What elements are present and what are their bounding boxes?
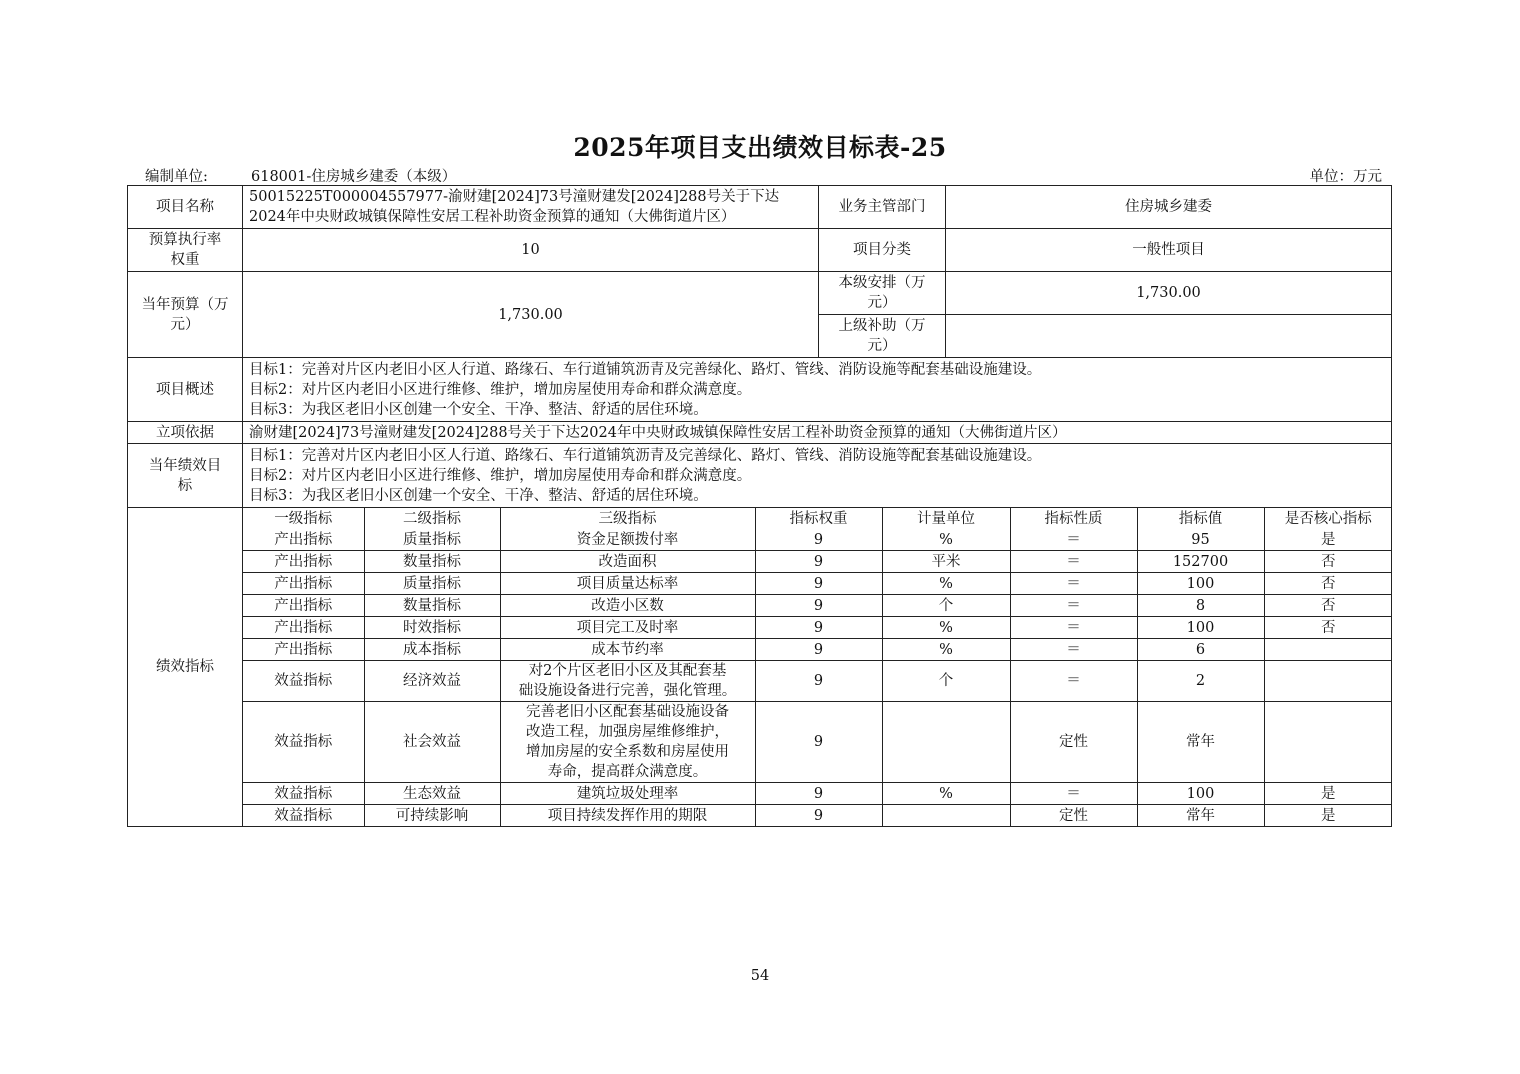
- header-cell: 是否核心指标: [1264, 508, 1392, 529]
- table-row: [243, 805, 1392, 827]
- core-indicator: [1264, 702, 1392, 783]
- indicator-nature: ＝: [1010, 529, 1137, 551]
- overview-label: 项目概述: [128, 358, 243, 422]
- level3-indicator: [500, 617, 755, 639]
- overview-line-1: 目标1：完善对片区内老旧小区人行道、路缘石、车行道铺筑沥青及完善绿化、路灯、管线、消防设施等配套基础设施建设。: [249, 361, 1042, 378]
- indicator-weight: 9: [755, 702, 882, 783]
- goals-line-3: 目标3：为我区老旧小区创建一个安全、干净、整洁、舒适的居住环境。: [249, 487, 708, 504]
- level2-indicator: 质量指标: [364, 573, 500, 595]
- indicator-unit: %: [882, 617, 1010, 639]
- level3-indicator-line: 资金足额拨付率: [576, 531, 679, 548]
- level1-indicator: 效益指标: [243, 805, 364, 827]
- indicators-label: 绩效指标: [128, 508, 243, 827]
- table-row: [243, 595, 1392, 617]
- weight-label: [128, 229, 243, 272]
- level3-indicator-line: 寿命，提高群众满意度。: [547, 764, 708, 780]
- indicator-value: 152700: [1137, 551, 1264, 573]
- header-cell: 三级指标: [500, 508, 755, 529]
- level3-indicator-line: 增加房屋的安全系数和房屋使用: [526, 744, 729, 760]
- indicator-weight: 9: [755, 783, 882, 805]
- level3-indicator-line: 改造工程，加强房屋维修维护，: [526, 724, 729, 740]
- table-row: [243, 702, 1392, 783]
- project-name-line-1: 50015225T000004557977-渝财建[2024]73号潼财建发[2024]288号关于下达: [249, 189, 780, 205]
- goals-line-1: 目标1：完善对片区内老旧小区人行道、路缘石、车行道铺筑沥青及完善绿化、路灯、管线、消防设施等配套基础设施建设。: [249, 447, 1042, 464]
- indicator-unit: %: [882, 529, 1010, 551]
- goals-value: [243, 444, 1392, 508]
- indicator-nature: ＝: [1010, 617, 1137, 639]
- level1-indicator: 产出指标: [243, 639, 364, 661]
- overview-line-2: 目标2：对片区内老旧小区进行维修、维护，增加房屋使用寿命和群众满意度。: [249, 381, 752, 398]
- core-indicator: 否: [1264, 617, 1392, 639]
- level2-indicator: 数量指标: [364, 595, 500, 617]
- indicator-nature: ＝: [1010, 595, 1137, 617]
- basis-label: 立项依据: [128, 422, 243, 444]
- header-cell: 指标值: [1137, 508, 1264, 529]
- weight-value: 10: [243, 229, 819, 272]
- level3-indicator-line: 项目持续发挥作用的期限: [547, 807, 708, 824]
- local-label-line-1: 本级安排（万: [838, 275, 926, 291]
- table-row: [243, 573, 1392, 595]
- indicator-unit: 个: [882, 661, 1010, 702]
- level3-indicator: [500, 805, 755, 827]
- level2-indicator: 可持续影响: [364, 805, 500, 827]
- weight-label-line-1: 预算执行率: [148, 232, 222, 248]
- level1-indicator: 效益指标: [243, 783, 364, 805]
- category-label: 项目分类: [819, 229, 946, 272]
- indicator-weight: 9: [755, 573, 882, 595]
- indicator-value: 100: [1137, 573, 1264, 595]
- level2-indicator: 质量指标: [364, 529, 500, 551]
- core-indicator: 否: [1264, 573, 1392, 595]
- indicator-nature: ＝: [1010, 783, 1137, 805]
- performance-table: [127, 185, 1392, 827]
- level3-indicator-line: 改造小区数: [591, 597, 664, 614]
- core-indicator: 否: [1264, 595, 1392, 617]
- table-row: [243, 783, 1392, 805]
- indicator-value: 2: [1137, 661, 1264, 702]
- indicator-unit: 个: [882, 595, 1010, 617]
- indicator-value: 100: [1137, 617, 1264, 639]
- table-row: [243, 639, 1392, 661]
- indicator-nature: ＝: [1010, 639, 1137, 661]
- indicator-nature: 定性: [1010, 702, 1137, 783]
- indicator-weight: 9: [755, 805, 882, 827]
- indicator-unit: [882, 702, 1010, 783]
- indicator-value: 常年: [1137, 805, 1264, 827]
- indicator-nature: ＝: [1010, 661, 1137, 702]
- overview-value: [243, 358, 1392, 422]
- local-label-line-2: 元）: [867, 295, 897, 311]
- indicator-unit: %: [882, 573, 1010, 595]
- level3-indicator: [500, 783, 755, 805]
- upper-label-line-2: 元）: [867, 338, 897, 354]
- table-row: [243, 617, 1392, 639]
- local-label: [819, 272, 946, 315]
- level3-indicator-line: 项目质量达标率: [576, 575, 679, 592]
- project-name-label: 项目名称: [128, 186, 243, 229]
- indicator-value: 常年: [1137, 702, 1264, 783]
- level1-indicator: 产出指标: [243, 595, 364, 617]
- indicator-nature: ＝: [1010, 573, 1137, 595]
- core-indicator: [1264, 639, 1392, 661]
- core-indicator: 是: [1264, 783, 1392, 805]
- unit-label: 单位：万元: [1309, 169, 1382, 185]
- basis-value: 渝财建[2024]73号潼财建发[2024]288号关于下达2024年中央财政城镇保障性安居工程补助资金预算的通知（大佛街道片区）: [243, 422, 1392, 444]
- goals-label-line-2: 标: [177, 477, 193, 494]
- level3-indicator-line: 础设施设备进行完善，强化管理。: [518, 683, 737, 699]
- core-indicator: 是: [1264, 805, 1392, 827]
- indicators-header-row: [243, 508, 1392, 529]
- level1-indicator: 产出指标: [243, 573, 364, 595]
- goals-line-2: 目标2：对片区内老旧小区进行维修、维护，增加房屋使用寿命和群众满意度。: [249, 467, 752, 484]
- level1-indicator: 产出指标: [243, 551, 364, 573]
- page-title: 2025年项目支出绩效目标表-25: [573, 133, 947, 162]
- level1-indicator: 产出指标: [243, 617, 364, 639]
- level2-indicator: 数量指标: [364, 551, 500, 573]
- indicator-weight: 9: [755, 551, 882, 573]
- table-row: [243, 661, 1392, 702]
- indicator-nature: 定性: [1010, 805, 1137, 827]
- weight-label-line-2: 权重: [170, 252, 200, 268]
- org-value: 618001-住房城乡建委（本级）: [251, 169, 457, 185]
- budget-label-line-2: 元）: [170, 316, 200, 333]
- budget-label-line-1: 当年预算（万: [141, 296, 229, 313]
- level2-indicator: 成本指标: [364, 639, 500, 661]
- core-indicator: 是: [1264, 529, 1392, 551]
- overview-line-3: 目标3：为我区老旧小区创建一个安全、干净、整洁、舒适的居住环境。: [249, 401, 708, 418]
- table-row: [243, 551, 1392, 573]
- budget-label: [128, 272, 243, 358]
- header-cell: 指标权重: [755, 508, 882, 529]
- level3-indicator-line: 对2个片区老旧小区及其配套基: [528, 663, 727, 679]
- level3-indicator: [500, 702, 755, 783]
- indicator-unit: %: [882, 783, 1010, 805]
- indicator-weight: 9: [755, 595, 882, 617]
- project-name-line-2: 2024年中央财政城镇保障性安居工程补助资金预算的通知（大佛街道片区）: [249, 209, 736, 225]
- level3-indicator: [500, 551, 755, 573]
- budget-value: 1,730.00: [243, 272, 819, 358]
- indicator-nature: ＝: [1010, 551, 1137, 573]
- level3-indicator-line: 改造面积: [598, 553, 657, 570]
- indicator-weight: 9: [755, 617, 882, 639]
- header-cell: 一级指标: [243, 508, 364, 529]
- org-label: 编制单位:: [145, 169, 208, 185]
- core-indicator: [1264, 661, 1392, 702]
- level1-indicator: 效益指标: [243, 702, 364, 783]
- level3-indicator: [500, 661, 755, 702]
- level1-indicator: 效益指标: [243, 661, 364, 702]
- table-row: [243, 529, 1392, 551]
- level3-indicator-line: 完善老旧小区配套基础设施设备: [526, 704, 729, 720]
- header-row: [127, 163, 1390, 185]
- dept-label: 业务主管部门: [819, 186, 946, 229]
- local-value: 1,730.00: [946, 272, 1392, 315]
- indicators-cell: [243, 508, 1392, 827]
- goals-label: [128, 444, 243, 508]
- indicators-table: [243, 508, 1392, 826]
- level2-indicator: 经济效益: [364, 661, 500, 702]
- level3-indicator-line: 成本节约率: [591, 641, 664, 658]
- indicator-unit: %: [882, 639, 1010, 661]
- dept-value: 住房城乡建委: [946, 186, 1392, 229]
- core-indicator: 否: [1264, 551, 1392, 573]
- indicator-value: 6: [1137, 639, 1264, 661]
- level3-indicator: [500, 573, 755, 595]
- level2-indicator: 时效指标: [364, 617, 500, 639]
- level3-indicator-line: 建筑垃圾处理率: [576, 785, 679, 802]
- level2-indicator: 社会效益: [364, 702, 500, 783]
- upper-value: [946, 315, 1392, 358]
- level1-indicator: 产出指标: [243, 529, 364, 551]
- category-value: 一般性项目: [946, 229, 1392, 272]
- project-name-value: [243, 186, 819, 229]
- header-cell: 计量单位: [882, 508, 1010, 529]
- goals-label-line-1: 当年绩效目: [148, 457, 222, 474]
- indicator-value: 8: [1137, 595, 1264, 617]
- level3-indicator: [500, 639, 755, 661]
- level3-indicator-line: 项目完工及时率: [576, 619, 679, 636]
- indicator-unit: [882, 805, 1010, 827]
- header-cell: 二级指标: [364, 508, 500, 529]
- level2-indicator: 生态效益: [364, 783, 500, 805]
- level3-indicator: [500, 529, 755, 551]
- upper-label-line-1: 上级补助（万: [838, 318, 926, 334]
- header-cell: 指标性质: [1010, 508, 1137, 529]
- indicator-weight: 9: [755, 639, 882, 661]
- indicator-weight: 9: [755, 661, 882, 702]
- indicator-value: 100: [1137, 783, 1264, 805]
- page-number: 54: [750, 968, 770, 984]
- upper-label: [819, 315, 946, 358]
- indicator-unit: 平米: [882, 551, 1010, 573]
- level3-indicator: [500, 595, 755, 617]
- indicator-weight: 9: [755, 529, 882, 551]
- indicator-value: 95: [1137, 529, 1264, 551]
